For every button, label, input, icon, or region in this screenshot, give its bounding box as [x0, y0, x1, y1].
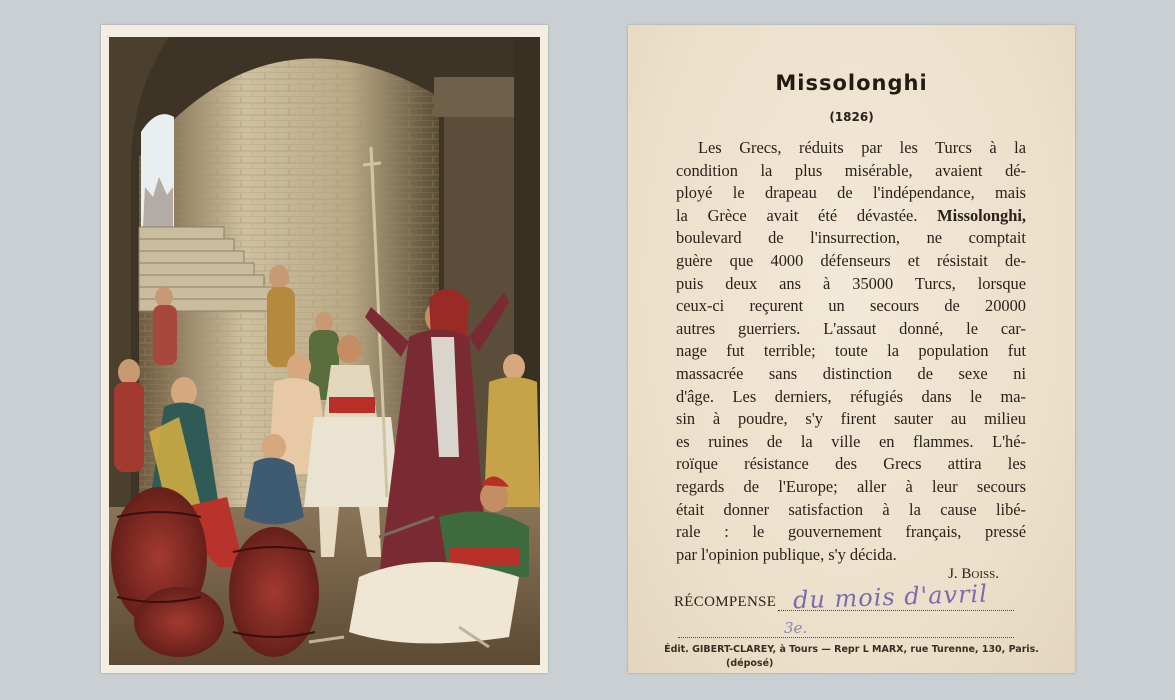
card-body-text	[676, 137, 1026, 566]
body-line-with-bold	[676, 205, 1026, 228]
body-line: roïque résistance des Grecs attira les	[676, 454, 1026, 474]
body-line: était donner satisfaction à la cause libé-	[676, 499, 1026, 519]
body-line: ployé le drapeau de l'indépendance, mais	[676, 183, 1026, 203]
body-line: condition la plus misérable, avaient dé-	[676, 160, 1026, 180]
body-line: nage fut terrible; toute la population fut	[676, 341, 1026, 361]
deposit-mark: (déposé)	[726, 658, 774, 669]
body-line: rale : le gouvernement français, pressé	[676, 522, 1026, 542]
body-line: sin à poudre, s'y firent sauter au milieu	[676, 409, 1026, 429]
body-line: autres guerriers. L'assaut donné, le car-	[676, 318, 1026, 338]
body-line: puis deux ans à 35000 Turcs, lorsque	[676, 273, 1026, 293]
body-line-part: la Grèce avait été dévastée.	[676, 205, 918, 225]
card-year: (1826)	[829, 110, 874, 124]
bold-place-name: Missolonghi,	[937, 205, 1026, 225]
reward-note-handwriting: 3e.	[784, 619, 808, 637]
second-dotted-line	[678, 637, 1014, 638]
body-line: guère que 4000 défenseurs et résistait de-	[676, 250, 1026, 270]
card-back	[628, 25, 1075, 673]
card-title: Missolonghi	[775, 71, 928, 95]
author-signature: J. Boiss.	[948, 566, 999, 582]
body-line: regards de l'Europe; aller à leur secours	[676, 476, 1026, 496]
missolonghi-illustration	[109, 37, 540, 665]
reward-label: RÉCOMPENSE	[674, 594, 777, 610]
body-line: par l'opinion publique, s'y décida.	[676, 544, 897, 564]
body-line: Les Grecs, réduits par les Turcs à la	[698, 138, 1026, 157]
body-line: d'âge. Les derniers, réfugiés dans le ma-	[676, 386, 1026, 406]
card-front	[101, 25, 548, 673]
body-line: ceux-ci reçurent un secours de 20000	[676, 296, 1026, 316]
body-line: massacrée sans distinction de sexe ni	[676, 363, 1026, 383]
body-line: es ruines de la ville en flammes. L'hé-	[676, 431, 1026, 451]
reward-handwriting: du mois d'avril	[792, 579, 989, 615]
body-line: boulevard de l'insurrection, ne comptait	[676, 228, 1026, 248]
publisher-line: Édit. GIBERT-CLAREY, à Tours — Repr L MARX, rue Turenne, 130, Paris.	[664, 644, 1039, 655]
